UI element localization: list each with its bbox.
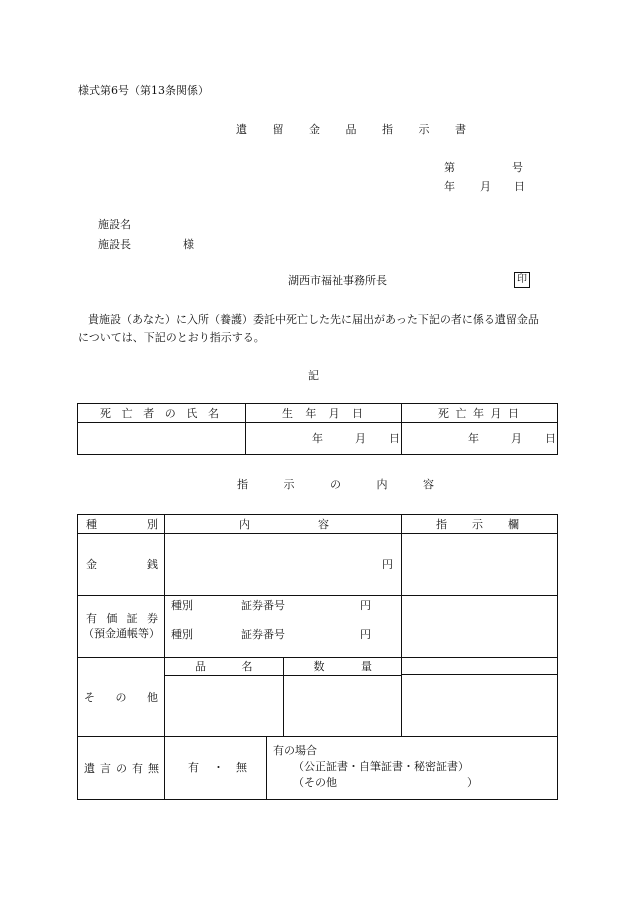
facility-head-honorific: 様 [183, 238, 194, 251]
cell-will [165, 737, 558, 800]
header-deceased-name: 死亡者の氏名 [78, 404, 246, 423]
cell-deceased-name[interactable] [78, 423, 246, 455]
will-other-close: ） [467, 776, 478, 789]
label-other: その他 [78, 658, 165, 737]
will-no[interactable]: 無 [236, 761, 247, 774]
ki-heading: 記 [308, 369, 319, 382]
will-other-open: （その他 [293, 776, 337, 789]
will-yes[interactable]: 有 [188, 761, 199, 774]
header-birth-date: 生年月日 [246, 404, 402, 423]
cell-money-instruction[interactable] [402, 534, 558, 596]
deceased-table [77, 403, 558, 455]
cell-securities-instruction[interactable] [402, 596, 558, 658]
cell-other-instruction[interactable] [402, 675, 558, 737]
label-securities: 有価証券 （預金通帳等） [78, 596, 165, 658]
cell-money-amount[interactable]: 円 [165, 534, 402, 596]
header-instruction: 指示欄 [402, 515, 558, 534]
facility-name-label: 施設名 [98, 218, 131, 231]
will-separator: ・ [213, 761, 224, 774]
cell-birth-date[interactable]: 年 月 日 [246, 423, 402, 455]
doc-date-day: 日 [514, 180, 525, 193]
doc-date-year: 年 [444, 180, 455, 193]
label-will: 遺言の有無 [78, 737, 165, 800]
issuer-name: 湖西市福祉事務所長 [288, 274, 387, 287]
doc-date-month: 月 [480, 180, 491, 193]
body-line-1: 貴施設（あなた）に入所（養護）委託中死亡した先に届出があった下記の者に係る遺留金品 [88, 313, 539, 326]
header-content: 内容 [165, 515, 402, 534]
header-death-date: 死亡年月日 [402, 404, 558, 423]
cell-securities-content[interactable]: 種別 証券番号 円 種別 証券番号 円 [165, 596, 402, 658]
will-if-yes: 有の場合 [273, 744, 317, 757]
body-line-2: については、下記のとおり指示する。 [78, 331, 265, 344]
cell-other-content [165, 658, 402, 737]
cell-quantity[interactable] [283, 675, 402, 736]
cell-item-name[interactable] [165, 675, 283, 736]
cell-other-instruction-top[interactable] [402, 658, 558, 675]
content-heading: 指 示 の 内 容 [237, 478, 450, 491]
label-money: 金銭 [78, 534, 165, 596]
doc-number-suffix: 号 [512, 161, 523, 174]
header-item-name: 品名 [165, 658, 283, 675]
cell-death-date[interactable]: 年 月 日 [402, 423, 558, 455]
will-types: （公正証書・自筆証書・秘密証書） [293, 760, 469, 773]
header-quantity: 数量 [283, 658, 402, 675]
facility-head-label: 施設長 [98, 238, 131, 251]
seal-mark: 印 [514, 272, 530, 288]
form-number: 様式第6号（第13条関係） [78, 84, 209, 97]
instruction-table [77, 514, 558, 800]
header-type: 種別 [78, 515, 165, 534]
document-title: 遺 留 金 品 指 示 書 [236, 123, 477, 136]
doc-number-prefix: 第 [444, 161, 455, 174]
